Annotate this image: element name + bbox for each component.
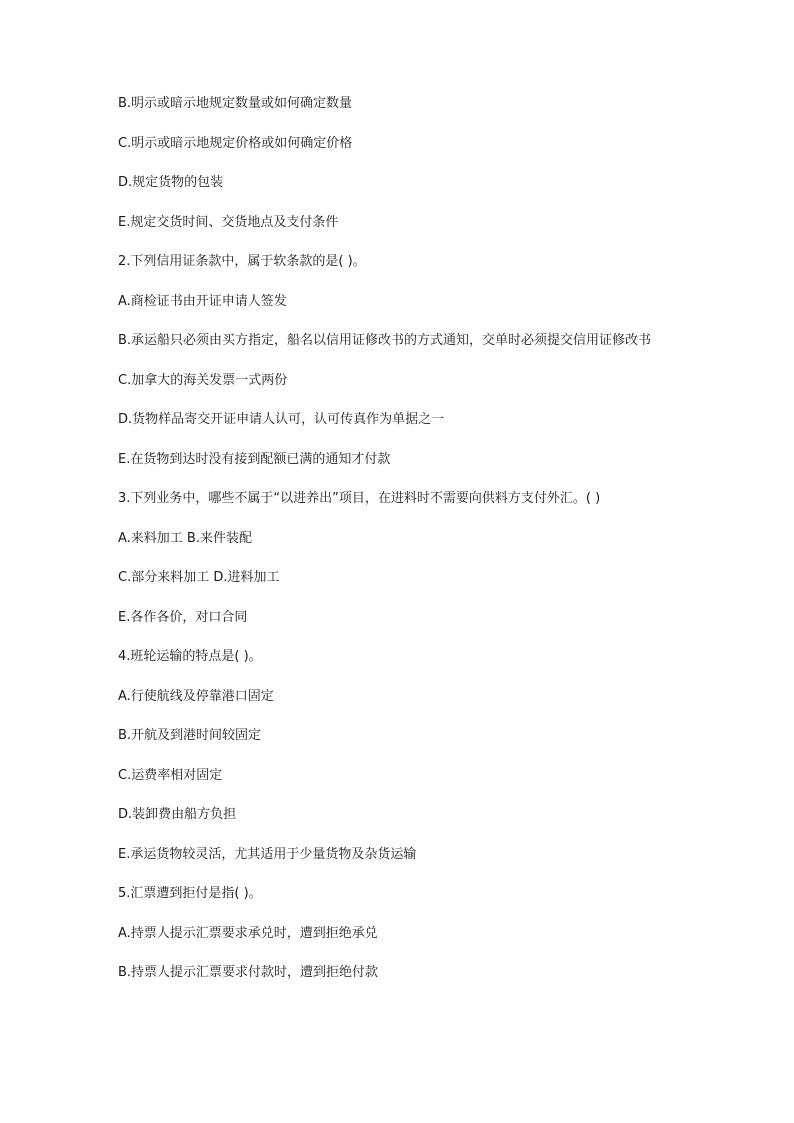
option-2a: A.商检证书由开证申请人签发 [118, 293, 287, 309]
question-5: 5.汇票遭到拒付是指( )。 [118, 886, 262, 901]
option-3e: E.各作各价，对口合同 [118, 609, 248, 625]
option-1c: C.明示或暗示地规定价格或如何确定价格 [118, 135, 353, 151]
option-2c: C.加拿大的海关发票一式两份 [118, 372, 288, 388]
question-2: 2.下列信用证条款中，属于软条款的是( )。 [118, 254, 366, 269]
option-1d: D.规定货物的包装 [118, 175, 224, 190]
option-2b: B.承运船只必须由买方指定，船名以信用证修改书的方式通知，交单时必须提交信用证修改书 [118, 333, 652, 348]
option-4d: D.装卸费由船方负担 [118, 807, 237, 822]
option-1b: B.明示或暗示地规定数量或如何确定数量 [118, 96, 353, 111]
question-4: 4.班轮运输的特点是( )。 [118, 649, 262, 664]
question-3: 3.下列业务中，哪些不属于“以进养出”项目，在进料时不需要向供料方支付外汇。( ) [118, 491, 601, 506]
document-body [118, 94, 678, 1003]
option-3ab: A.来料加工 B.来件装配 [118, 530, 252, 546]
option-1e: E.规定交货时间、交货地点及支付条件 [118, 214, 339, 230]
option-2e: E.在货物到达时没有接到配额已满的通知才付款 [118, 451, 391, 467]
option-2d: D.货物样品寄交开证申请人认可，认可传真作为单据之一 [118, 412, 445, 427]
option-4c: C.运费率相对固定 [118, 767, 223, 783]
option-5a: A.持票人提示汇票要求承兑时，遭到拒绝承兑 [118, 925, 378, 941]
option-4e: E.承运货物较灵活，尤其适用于少量货物及杂货运输 [118, 846, 417, 862]
option-3cd: C.部分来料加工 D.进料加工 [118, 570, 280, 585]
option-4a: A.行使航线及停靠港口固定 [118, 688, 274, 704]
option-5b: B.持票人提示汇票要求付款时，遭到拒绝付款 [118, 965, 379, 980]
option-4b: B.开航及到港时间较固定 [118, 728, 262, 743]
